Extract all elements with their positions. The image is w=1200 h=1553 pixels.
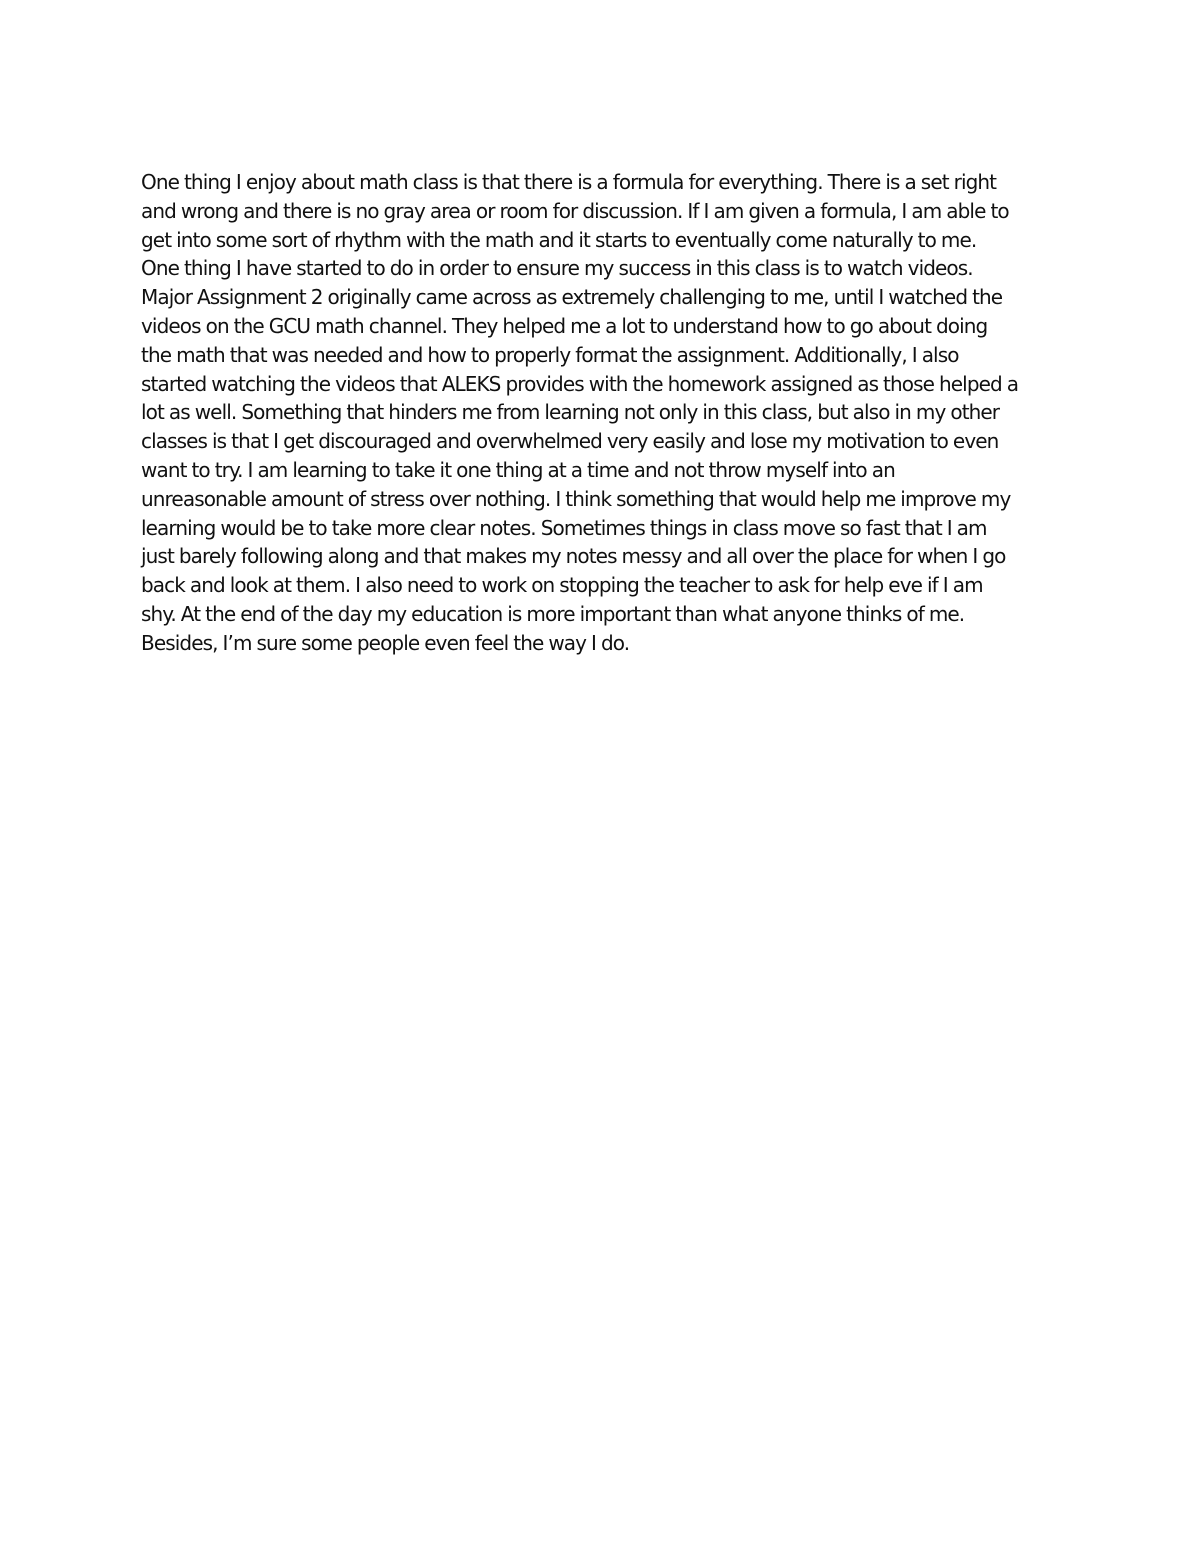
text-line: and wrong and there is no gray area or room for discussion. If I am given a formula, I am able to — [141, 198, 1009, 223]
text-line: shy. At the end of the day my education is more important than what anyone thinks of me. — [141, 601, 965, 626]
text-line: learning would be to take more clear notes. Sometimes things in class move so fast that I am — [141, 515, 987, 540]
text-line: back and look at them. I also need to work on stopping the teacher to ask for help eve if I am — [141, 573, 983, 598]
text-line: Major Assignment 2 originally came across as extremely challenging to me, until I watched the — [141, 285, 1003, 310]
text-line: Besides, I’m sure some people even feel the way I do. — [141, 630, 630, 655]
text-line: lot as well. Something that hinders me from learning not only in this class, but also in my other — [141, 400, 1000, 425]
text-line: One thing I enjoy about math class is that there is a formula for everything. There is a set right — [141, 170, 997, 194]
text-line: started watching the videos that ALEKS provides with the homework assigned as those helped a — [141, 371, 1019, 396]
text-line: the math that was needed and how to properly format the assignment. Additionally, I also — [141, 342, 959, 367]
essay-paragraph — [141, 168, 1081, 658]
text-line: want to try. I am learning to take it one thing at a time and not throw myself into an — [141, 457, 895, 482]
text-line: One thing I have started to do in order to ensure my success in this class is to watch videos. — [141, 256, 973, 281]
text-line: unreasonable amount of stress over nothing. I think something that would help me improve my — [141, 486, 1011, 511]
text-line: just barely following along and that makes my notes messy and all over the place for when I go — [141, 544, 1006, 569]
text-line: get into some sort of rhythm with the math and it starts to eventually come naturally to me. — [141, 227, 977, 252]
text-line: videos on the GCU math channel. They helped me a lot to understand how to go about doing — [141, 313, 988, 338]
text-line: classes is that I get discouraged and overwhelmed very easily and lose my motivation to even — [141, 429, 999, 454]
